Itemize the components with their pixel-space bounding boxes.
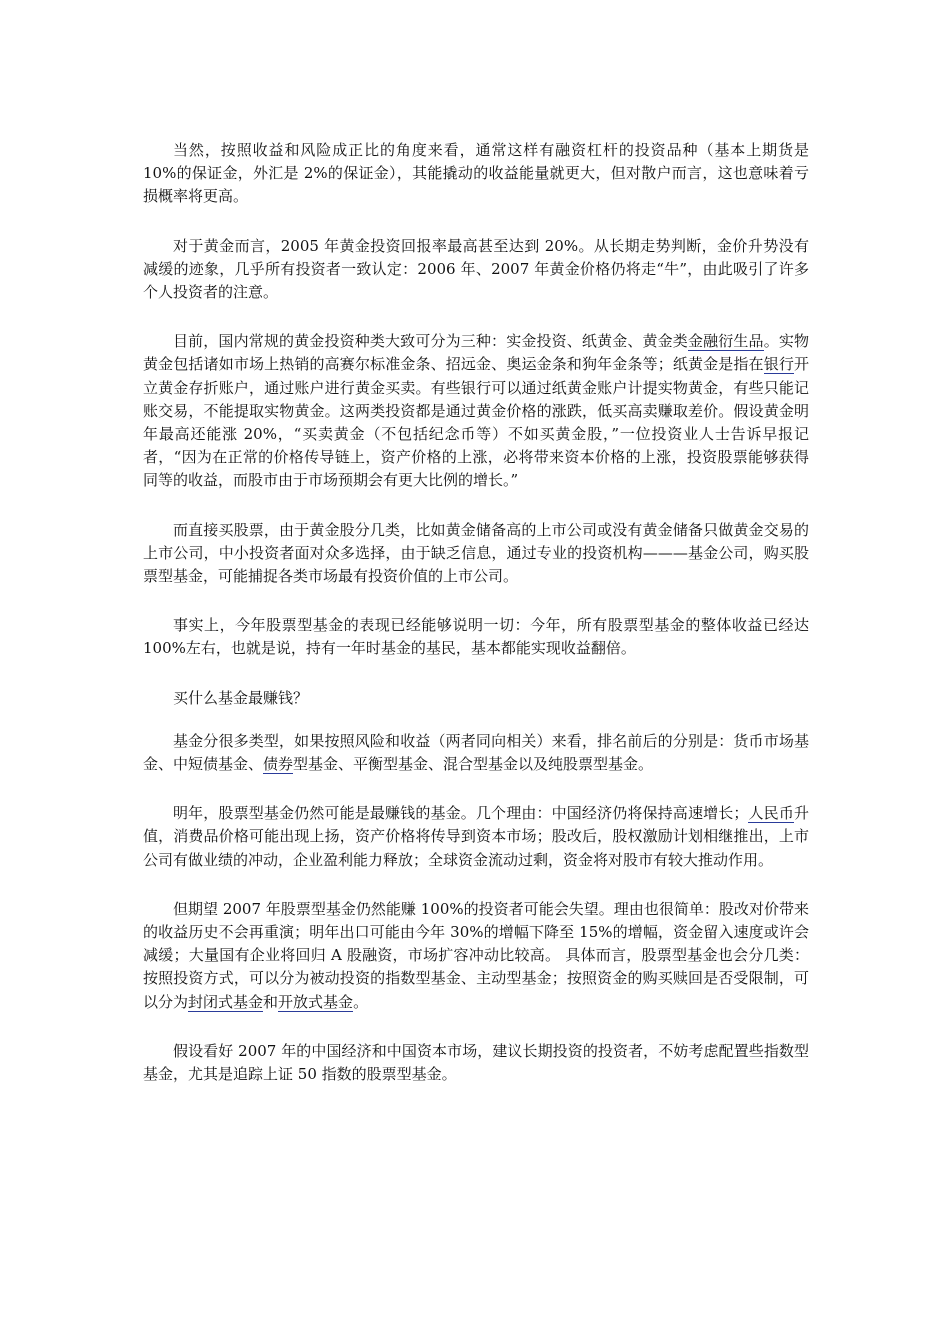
paragraph-10: 假设看好 2007 年的中国经济和中国资本市场，建议长期投资的投资者，不妨考虑配置些指数型基金，尤其是追踪上证 50 指数的股票型基金。 xyxy=(143,1041,809,1084)
link-bonds[interactable]: 债券 xyxy=(263,755,294,774)
paragraph-7-text-1: 基金分很多类型，如果按照风险和收益（两者同向相关）来看，排名前后的分别是：货币市场基金、中短债基金、 xyxy=(143,731,809,774)
link-closed-end-fund[interactable]: 封闭式基金 xyxy=(188,992,264,1011)
paragraph-8-text-2: 升值，消费品价格可能出现上扬，资产价格将传导到资本市场；股改后，股权激励计划相继推出，上市公司有做业绩的冲动，企业盈利能力释放；全球资金流动过剩，资金将对股市有较大推动作用。 xyxy=(143,804,809,869)
paragraph-8 xyxy=(143,802,809,872)
link-rmb[interactable]: 人民币 xyxy=(748,804,794,823)
paragraph-3-text-1: 目前，国内常规的黄金投资种类大致可分为三种：实金投资、纸黄金、黄金类 xyxy=(173,332,688,351)
link-bank[interactable]: 银行 xyxy=(763,355,794,374)
paragraph-8-text-1: 明年，股票型基金仍然可能是最赚钱的基金。几个理由：中国经济仍将保持高速增长； xyxy=(173,804,749,823)
paragraph-1: 当然，按照收益和风险成正比的角度来看，通常这样有融资杠杆的投资品种（基本上期货是 10%的保证金，外汇是 2%的保证金），其能撬动的收益能量就更大，但对散户而言，这也意味着亏损概率将更高。 xyxy=(143,141,809,206)
paragraph-7 xyxy=(143,730,809,776)
section-heading: 买什么基金最赚钱？ xyxy=(173,688,309,707)
paragraph-4: 而直接买股票，由于黄金股分几类，比如黄金储备高的上市公司或没有黄金储备只做黄金交易的上市公司，中小投资者面对众多选择，由于缺乏信息，通过专业的投资机构———基金公司，购买股票型基金，可能捕捉各类市场最有投资价值的上市公司。 xyxy=(143,520,809,586)
paragraph-9-text-1: 但期望 2007 年股票型基金仍然能赚 100%的投资者可能会失望。理由也很简单：股改对价带来的收益历史不会再重演；明年出口可能由今年 30%的增幅下降至 15%的增幅，资金留入速度或许会减缓；大量国有企业将回归 A 股融资，市场扩容冲动比较高。 具体而言，股票型基金也会分几类：按照投资方式，可以分为被动投资的指数型基金、主动型基金；按照资金的购买赎回是否受限制，可以分为 xyxy=(143,899,809,1011)
paragraph-3-text-2: 。实物黄金包括诸如市场上热销的高赛尔标准金条、招远金、奥运金条和狗年金条等；纸黄金是指在 xyxy=(143,332,809,374)
paragraph-9 xyxy=(143,898,809,1014)
paragraph-7-text-2: 型基金、平衡型基金、混合型基金以及纯股票型基金。 xyxy=(293,755,654,774)
link-open-end-fund[interactable]: 开放式基金 xyxy=(278,992,354,1011)
link-financial-derivatives[interactable]: 金融衍生品 xyxy=(687,332,764,351)
paragraph-3 xyxy=(143,330,809,492)
paragraph-9-text-3: 。 xyxy=(353,992,369,1011)
paragraph-9-text-2: 和 xyxy=(263,992,279,1011)
paragraph-5: 事实上，今年股票型基金的表现已经能够说明一切：今年，所有股票型基金的整体收益已经达 100%左右，也就是说，持有一年时基金的基民，基本都能实现收益翻倍。 xyxy=(143,616,809,658)
document-body xyxy=(143,139,809,1112)
paragraph-3-text-3: 开立黄金存折账户，通过账户进行黄金买卖。有些银行可以通过纸黄金账户计提实物黄金，有些只能记账交易，不能提取实物黄金。这两类投资都是通过黄金价格的涨跌，低买高卖赚取差价。假设黄金明年最高还能涨 20%，“买卖黄金（不包括纪念币等）不如买黄金股，”一位投资业人士告诉早报记者，“因为在正常的价格传导链上，资产价格的上涨，必将带来资本价格的上涨，投资股票能够获得同等的收益，而股市由于市场预期会有更大比例的增长。” xyxy=(143,355,809,490)
paragraph-2: 对于黄金而言，2005 年黄金投资回报率最高甚至达到 20%。从长期走势判断，金价升势没有减缓的迹象，几乎所有投资者一致认定：2006 年、2007 年黄金价格仍将走“牛”，由此吸引了许多个人投资者的注意。 xyxy=(143,236,809,302)
